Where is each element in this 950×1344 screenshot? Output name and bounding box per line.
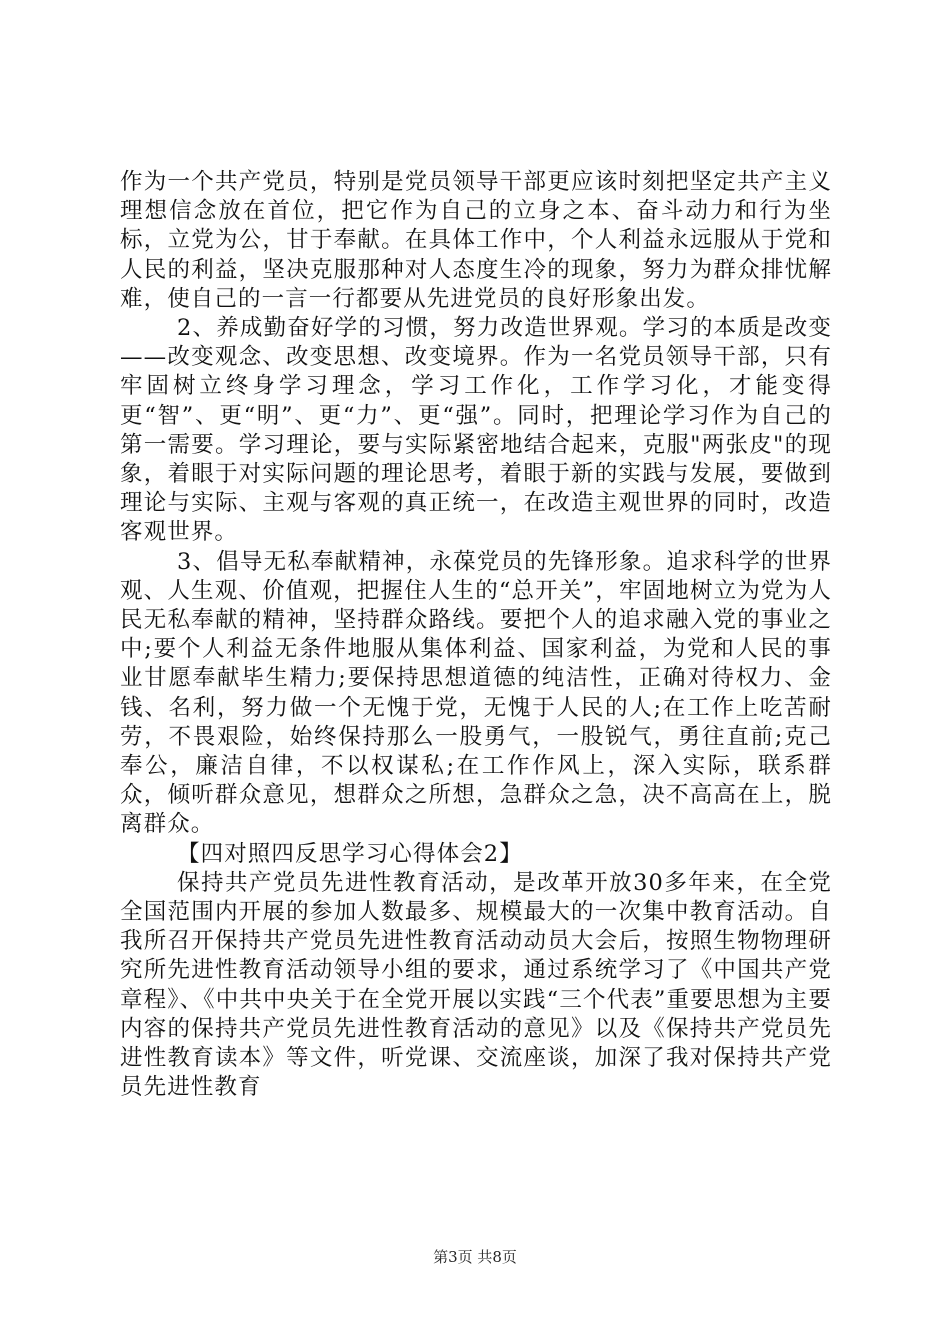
- section-heading: 【四对照四反思学习心得体会2】: [177, 840, 523, 867]
- paragraph-4: 保持共产党员先进性教育活动，是改革开放30多年来，在全党全国范围内开展的参加人数最多、规模最大的一次集中教育活动。自我所召开保持共产党员先进性教育活动动员大会后，按照生物物理研究所先进性教育活动领导小组的要求，通过系统学习了《中国共产党章程》、《中共中央关于在全党开展以实践“三个代表”重要思想为主要内容的保持共产党员先进性教育活动的意见》以及《保持共产党员先进性教育读本》等文件，听党课、交流座谈，加深了我对保持共产党员先进性教育: [120, 869, 832, 1101]
- document-body: [120, 168, 832, 1103]
- page-number-footer: 第3页 共8页: [433, 1248, 517, 1266]
- paragraph-2: 2、养成勤奋好学的习惯，努力改造世界观。学习的本质是改变——改变观念、改变思想、改变境界。作为一名党员领导干部，只有牢固树立终身学习理念，学习工作化，工作学习化，才能变得更“智”、更“明”、更“力”、更“强”。同时，把理论学习作为自己的第一需要。学习理论，要与实际紧密地结合起来，克服"两张皮"的现象，着眼于对实际问题的理论思考，着眼于新的实践与发展，要做到理论与实际、主观与客观的真正统一，在改造主观世界的同时，改造客观世界。: [120, 315, 832, 546]
- paragraph-1: 作为一个共产党员，特别是党员领导干部更应该时刻把坚定共产主义理想信念放在首位，把它作为自己的立身之本、奋斗动力和行为坐标，立党为公，甘于奉献。在具体工作中，个人利益永远服从于党和人民的利益，坚决克服那种对人态度生冷的现象，努力为群众排忧解难，使自己的一言一行都要从先进党员的良好形象出发。: [120, 169, 832, 312]
- paragraph-3: 3、倡导无私奉献精神，永葆党员的先锋形象。追求科学的世界观、人生观、价值观，把握住人生的“总开关”，牢固地树立为党为人民无私奉献的精神，坚持群众路线。要把个人的追求融入党的事业之中;要个人利益无条件地服从集体利益、国家利益，为党和人民的事业甘愿奉献毕生精力;要保持思想道德的纯洁性，正确对待权力、金钱、名利，努力做一个无愧于党，无愧于人民的人;在工作上吃苦耐劳，不畏艰险，始终保持那么一股勇气，一股锐气，勇往直前;克己奉公，廉洁自律，不以权谋私;在工作作风上，深入实际，联系群众，倾听群众意见，想群众之所想，急群众之急，决不高高在上，脱离群众。: [120, 548, 832, 838]
